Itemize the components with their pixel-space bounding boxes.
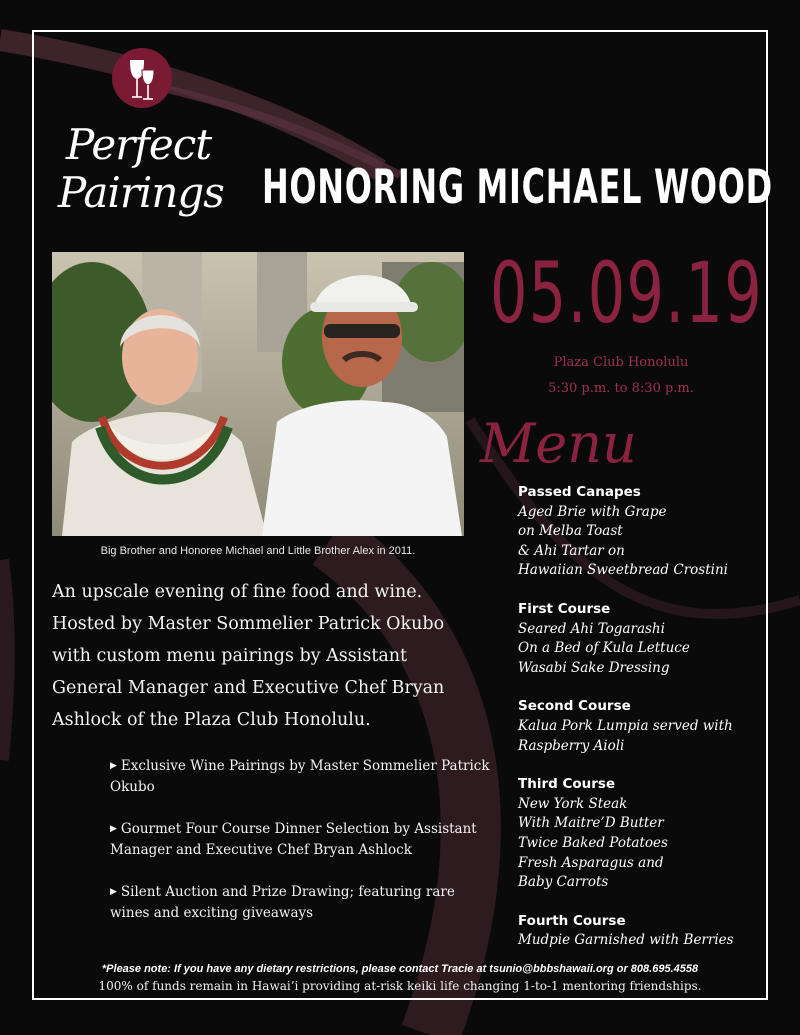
course-item: Hawaiian Sweetbread Crostini <box>518 562 728 579</box>
course-title: Passed Canapes <box>518 484 641 500</box>
course-item: Baby Carrots <box>518 874 609 891</box>
event-venue: Plaza Club Honolulu <box>553 355 689 370</box>
honoree-photo <box>52 252 464 536</box>
highlight-item: ▶ Silent Auction and Prize Drawing; featuring rare wines and exciting giveaways <box>110 884 455 921</box>
course-item: Kalua Pork Lumpia served with <box>518 717 733 734</box>
course-title: Second Course <box>518 698 631 715</box>
menu-course <box>518 697 768 756</box>
course-item: Wasabi Sake Dressing <box>518 659 670 676</box>
event-date: 05.09.19 <box>490 244 764 342</box>
triangle-bullet-icon: ▶ <box>110 887 117 897</box>
brand-line-2: Pairings <box>58 168 224 217</box>
menu-course <box>518 600 768 678</box>
course-title: Fourth Course <box>518 912 626 929</box>
course-item: With Maitre’D Butter <box>518 815 664 832</box>
course-item: Mudpie Garnished with Berries <box>518 932 734 949</box>
menu-course <box>518 483 768 581</box>
photo-caption: Big Brother and Honoree Michael and Little Brother Alex in 2011. <box>100 545 416 557</box>
course-item: Raspberry Aioli <box>518 737 625 754</box>
course-item: On a Bed of Kula Lettuce <box>518 640 690 657</box>
triangle-bullet-icon: ▶ <box>110 761 117 771</box>
course-item: Aged Brie with Grape <box>518 503 667 520</box>
highlight-item: ▶ Gourmet Four Course Dinner Selection by Assistant Manager and Executive Chef Bryan Ashlock <box>110 821 477 858</box>
menu-heading: Menu <box>480 412 637 475</box>
course-item: Twice Baked Potatoes <box>518 834 668 851</box>
course-item: & Ahi Tartar on <box>518 542 625 559</box>
highlights-list <box>110 756 490 945</box>
menu-course <box>518 775 768 893</box>
dietary-note: *Please note: If you have any dietary restrictions, please contact Tracie at tsunio@bbbshawaii.org or 808.695.4558 <box>101 963 699 975</box>
funds-statement: 100% of funds remain in Hawai’i providing at-risk keiki life changing 1-to-1 mentoring friendships. <box>98 979 702 993</box>
highlight-item: ▶ Exclusive Wine Pairings by Master Sommelier Patrick Okubo <box>110 758 490 795</box>
page-title: HONORING MICHAEL WOOD <box>262 160 773 215</box>
intro-paragraph: An upscale evening of fine food and wine. Hosted by Master Sommelier Patrick Okubo with custom menu pairings by Assistant General Manager and Executive Chef Bryan Ashlock of the Plaza Club Honolulu. <box>52 582 445 730</box>
wine-glasses-icon <box>112 48 172 108</box>
event-time: 5:30 p.m. to 8:30 p.m. <box>548 381 694 396</box>
course-item: Seared Ahi Togarashi <box>518 620 665 637</box>
course-title: Third Course <box>518 776 616 793</box>
logo-badge <box>112 48 172 108</box>
menu-list <box>518 483 768 970</box>
brand-line-1: Perfect <box>66 120 212 169</box>
course-item: Fresh Asparagus and <box>518 854 664 871</box>
menu-course <box>518 912 768 951</box>
course-item: on Melba Toast <box>518 523 623 540</box>
course-title: First Course <box>518 600 611 617</box>
course-item: New York Steak <box>518 795 628 812</box>
triangle-bullet-icon: ▶ <box>110 824 117 834</box>
